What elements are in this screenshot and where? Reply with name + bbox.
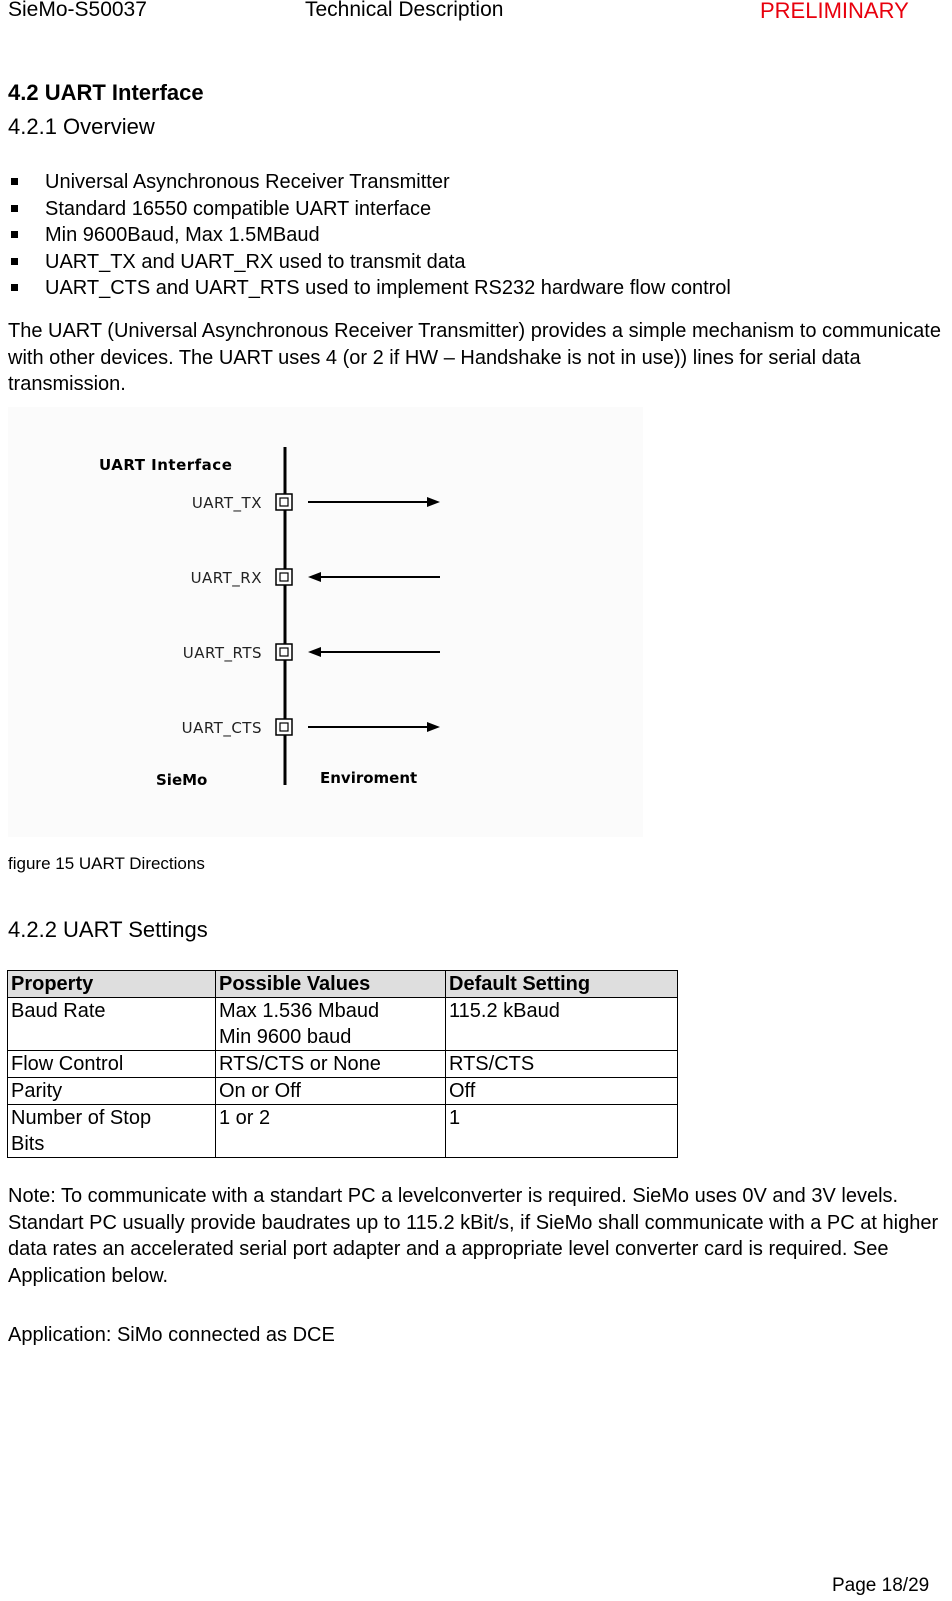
col-header-possible-values: Possible Values <box>216 971 446 998</box>
bullet-item: Standard 16550 compatible UART interface <box>8 196 731 223</box>
square-bullet-icon <box>11 205 18 212</box>
col-header-property: Property <box>8 971 216 998</box>
doc-id: SieMo-S50037 <box>8 0 147 21</box>
table-cell: RTS/CTS or None <box>216 1051 446 1078</box>
table-cell: 115.2 kBaud <box>446 998 678 1051</box>
page-number: Page 18/29 <box>832 1575 930 1596</box>
uart-directions-figure <box>8 407 643 837</box>
table-cell: Baud Rate <box>8 998 216 1051</box>
intro-paragraph: The UART (Universal Asynchronous Receiver Transmitter) provides a simple mechanism to communicate with other devices. The UART uses 4 (or 2 if HW – Handshake is not in use)) lines for serial data transmission. <box>8 320 941 395</box>
pin-rx <box>276 569 292 585</box>
bullet-item: UART_TX and UART_RX used to transmit data <box>8 249 731 276</box>
table-cell: Flow Control <box>8 1051 216 1078</box>
table-row <box>8 998 678 1051</box>
pin-rts <box>276 644 292 660</box>
table-row <box>8 1105 678 1158</box>
col-header-default-setting: Default Setting <box>446 971 678 998</box>
signal-label-cts: UART_CTS <box>181 719 262 737</box>
signal-label-tx: UART_TX <box>191 494 262 512</box>
table-cell: 1 or 2 <box>216 1105 446 1158</box>
figure-caption: figure 15 UART Directions <box>8 854 205 873</box>
table-cell: Off <box>446 1078 678 1105</box>
application-line: Application: SiMo connected as DCE <box>8 1324 335 1346</box>
doc-type: Technical Description <box>305 0 504 21</box>
square-bullet-icon <box>11 231 18 238</box>
square-bullet-icon <box>11 258 18 265</box>
diagram-title: UART Interface <box>99 456 233 474</box>
table-row <box>8 1078 678 1105</box>
pin-tx <box>276 494 292 510</box>
environment-label: Enviroment <box>320 769 418 787</box>
overview-title: 4.2.1 Overview <box>8 114 155 139</box>
settings-title: 4.2.2 UART Settings <box>8 917 208 942</box>
uart-diagram <box>8 407 643 837</box>
signal-label-rx: UART_RX <box>190 569 262 587</box>
bullet-item: Min 9600Baud, Max 1.5MBaud <box>8 222 731 249</box>
table-cell: Number of Stop Bits <box>8 1105 216 1158</box>
table-cell: Parity <box>8 1078 216 1105</box>
table-cell: Max 1.536 Mbaud Min 9600 baud <box>216 998 446 1051</box>
siemo-label: SieMo <box>156 771 208 789</box>
table-cell: On or Off <box>216 1078 446 1105</box>
note-paragraph: Note: To communicate with a standart PC a levelconverter is required. SieMo uses 0V and 3V levels. Standart PC usually provide baudrates up to 115.2 kBit/s, if SieMo shall communicate with a PC at higher data rates an accelerated serial port adapter and a appropriate level converter card is required. See Application below. <box>8 1185 939 1287</box>
square-bullet-icon <box>11 178 18 185</box>
section-title: 4.2 UART Interface <box>8 80 204 105</box>
uart-settings-table <box>7 970 678 1158</box>
signal-label-rts: UART_RTS <box>182 644 262 662</box>
pin-cts <box>276 719 292 735</box>
square-bullet-icon <box>11 284 18 291</box>
bullet-item: UART_CTS and UART_RTS used to implement RS232 hardware flow control <box>8 275 731 302</box>
table-header-row <box>8 971 678 998</box>
bullet-item: Universal Asynchronous Receiver Transmitter <box>8 169 731 196</box>
overview-bullet-list <box>8 169 731 302</box>
table-cell: RTS/CTS <box>446 1051 678 1078</box>
table-row <box>8 1051 678 1078</box>
status-label: PRELIMINARY <box>760 0 909 23</box>
table-cell: 1 <box>446 1105 678 1158</box>
